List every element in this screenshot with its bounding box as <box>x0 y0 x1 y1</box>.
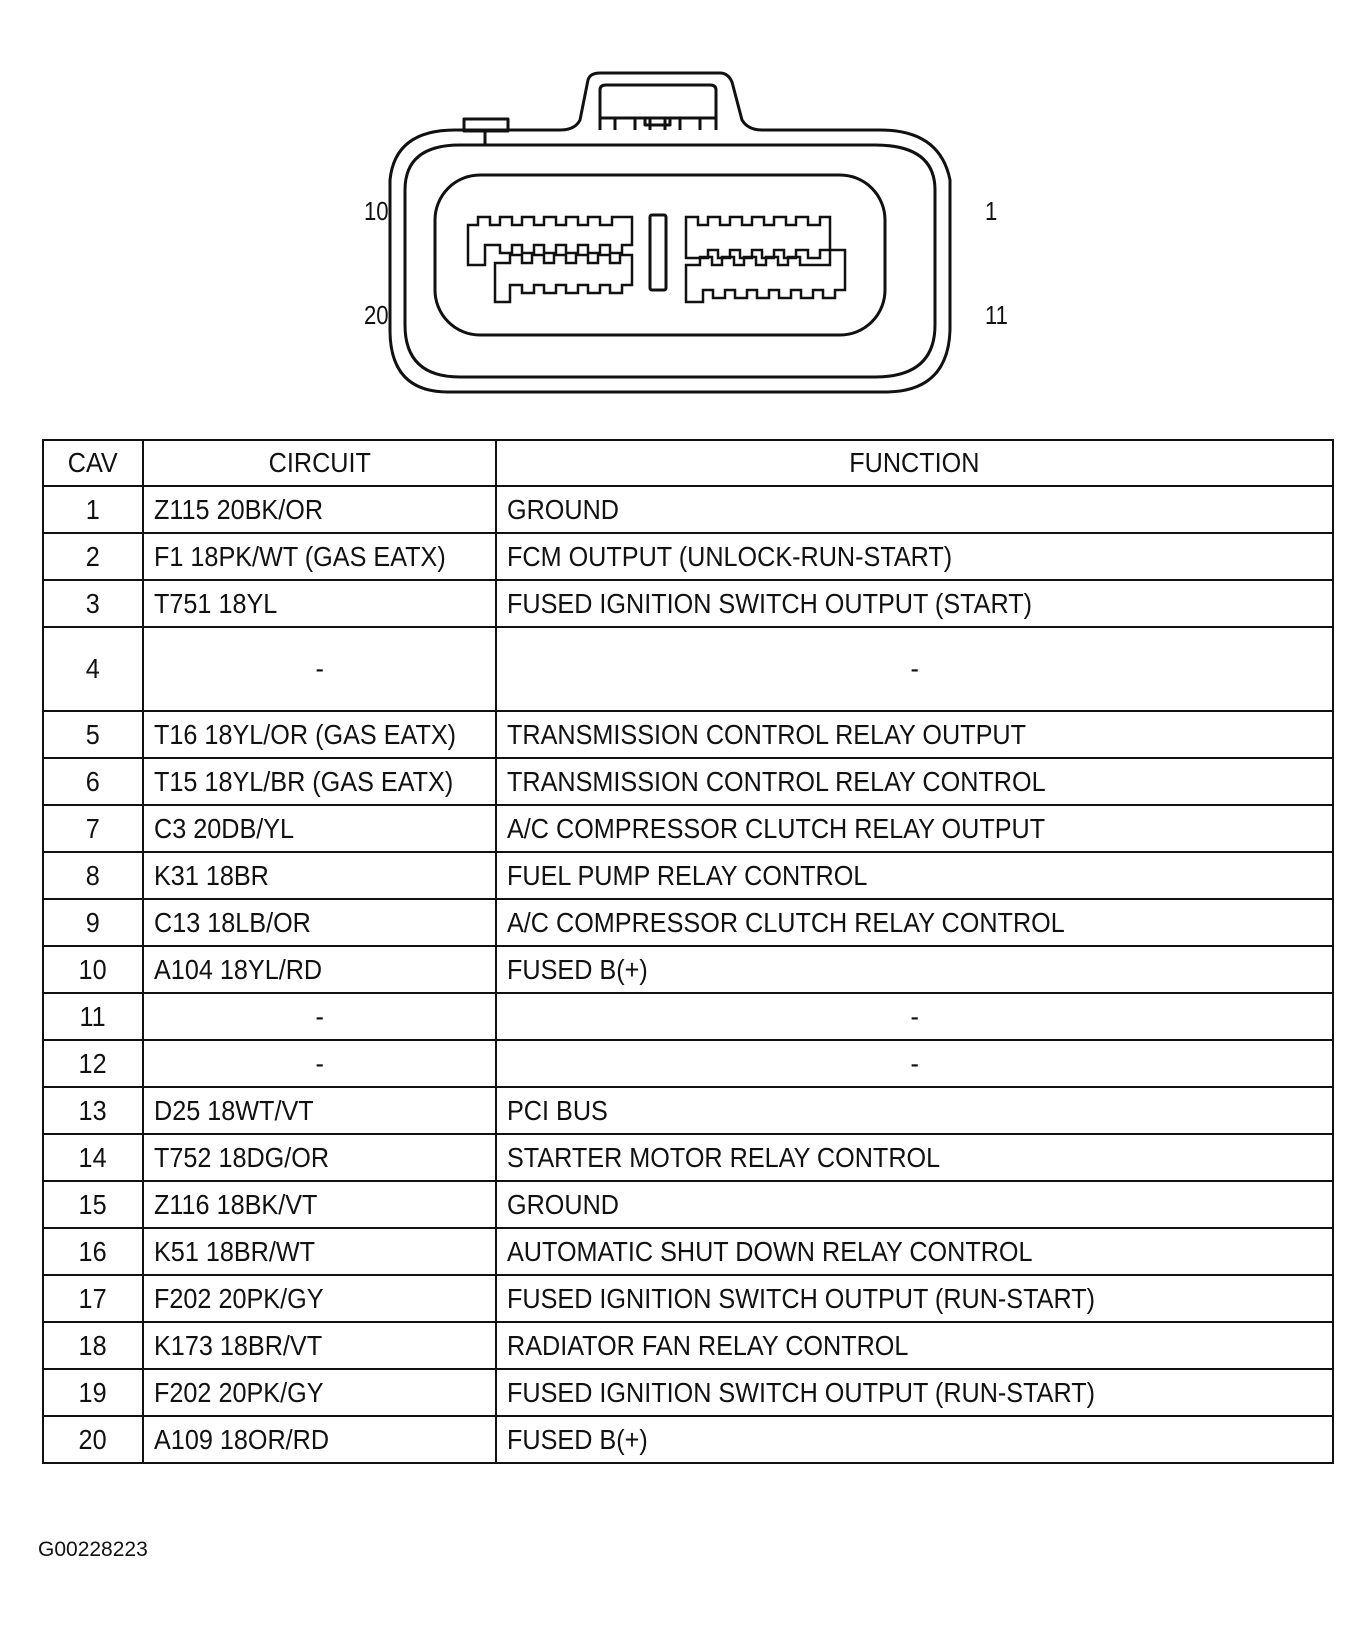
table-header-row <box>43 440 1333 486</box>
cav-cell: 13 <box>43 1087 143 1134</box>
cav-cell: 20 <box>43 1416 143 1463</box>
table-row <box>43 1134 1333 1181</box>
circuit-cell: T752 18DG/OR <box>143 1134 496 1181</box>
cav-cell: 6 <box>43 758 143 805</box>
cavity-row-right-upper <box>686 217 830 258</box>
circuit-cell: F1 18PK/WT (GAS EATX) <box>143 533 496 580</box>
pin-label-20: 20 <box>364 300 389 330</box>
table-row <box>43 758 1333 805</box>
cav-cell: 5 <box>43 711 143 758</box>
table-row <box>43 1416 1333 1463</box>
circuit-cell: K51 18BR/WT <box>143 1228 496 1275</box>
circuit-cell: A109 18OR/RD <box>143 1416 496 1463</box>
cav-cell: 2 <box>43 533 143 580</box>
function-cell: FUSED IGNITION SWITCH OUTPUT (START) <box>496 580 1333 627</box>
table-row <box>43 627 1333 711</box>
cav-cell: 8 <box>43 852 143 899</box>
cav-cell: 7 <box>43 805 143 852</box>
pin-label-10: 10 <box>364 196 389 226</box>
function-cell: TRANSMISSION CONTROL RELAY CONTROL <box>496 758 1333 805</box>
circuit-cell: F202 20PK/GY <box>143 1369 496 1416</box>
circuit-cell: - <box>143 1040 496 1087</box>
cav-cell: 16 <box>43 1228 143 1275</box>
cav-cell: 4 <box>43 627 143 711</box>
pin-label-11: 11 <box>985 300 1008 330</box>
table-row <box>43 1040 1333 1087</box>
cavity-table <box>42 439 1334 1464</box>
function-cell: FUSED IGNITION SWITCH OUTPUT (RUN-START) <box>496 1369 1333 1416</box>
table-row <box>43 1181 1333 1228</box>
table-row <box>43 993 1333 1040</box>
function-cell: - <box>496 627 1333 711</box>
header-function: FUNCTION <box>496 440 1333 486</box>
cav-cell: 15 <box>43 1181 143 1228</box>
function-cell: GROUND <box>496 486 1333 533</box>
table-row <box>43 533 1333 580</box>
cav-cell: 1 <box>43 486 143 533</box>
cav-cell: 19 <box>43 1369 143 1416</box>
table-body <box>43 486 1333 1463</box>
function-cell: A/C COMPRESSOR CLUTCH RELAY CONTROL <box>496 899 1333 946</box>
function-cell: FCM OUTPUT (UNLOCK-RUN-START) <box>496 533 1333 580</box>
cavity-row-left-upper <box>468 217 632 265</box>
function-cell: - <box>496 1040 1333 1087</box>
circuit-cell: A104 18YL/RD <box>143 946 496 993</box>
circuit-cell: C3 20DB/YL <box>143 805 496 852</box>
function-cell: FUEL PUMP RELAY CONTROL <box>496 852 1333 899</box>
circuit-cell: Z115 20BK/OR <box>143 486 496 533</box>
pin-label-1: 1 <box>985 196 998 226</box>
function-cell: AUTOMATIC SHUT DOWN RELAY CONTROL <box>496 1228 1333 1275</box>
table-row <box>43 711 1333 758</box>
table-row <box>43 899 1333 946</box>
connector-key <box>650 215 666 290</box>
cav-cell: 14 <box>43 1134 143 1181</box>
cav-cell: 17 <box>43 1275 143 1322</box>
cav-cell: 10 <box>43 946 143 993</box>
function-cell: FUSED IGNITION SWITCH OUTPUT (RUN-START) <box>496 1275 1333 1322</box>
table-row <box>43 852 1333 899</box>
table-row <box>43 580 1333 627</box>
function-cell: FUSED B(+) <box>496 946 1333 993</box>
header-cav: CAV <box>43 440 143 486</box>
circuit-cell: T15 18YL/BR (GAS EATX) <box>143 758 496 805</box>
cav-cell: 9 <box>43 899 143 946</box>
connector-diagram <box>360 70 1000 410</box>
table-row <box>43 1275 1333 1322</box>
function-cell: TRANSMISSION CONTROL RELAY OUTPUT <box>496 711 1333 758</box>
circuit-cell: C13 18LB/OR <box>143 899 496 946</box>
circuit-cell: T16 18YL/OR (GAS EATX) <box>143 711 496 758</box>
cav-cell: 11 <box>43 993 143 1040</box>
function-cell: FUSED B(+) <box>496 1416 1333 1463</box>
table-row <box>43 1322 1333 1369</box>
circuit-cell: F202 20PK/GY <box>143 1275 496 1322</box>
table-row <box>43 805 1333 852</box>
connector-face <box>435 175 885 335</box>
function-cell: - <box>496 993 1333 1040</box>
circuit-cell: - <box>143 993 496 1040</box>
header-circuit: CIRCUIT <box>143 440 496 486</box>
circuit-cell: T751 18YL <box>143 580 496 627</box>
table-row <box>43 1087 1333 1134</box>
function-cell: PCI BUS <box>496 1087 1333 1134</box>
circuit-cell: K31 18BR <box>143 852 496 899</box>
table-row <box>43 486 1333 533</box>
cav-cell: 3 <box>43 580 143 627</box>
circuit-cell: Z116 18BK/VT <box>143 1181 496 1228</box>
function-cell: STARTER MOTOR RELAY CONTROL <box>496 1134 1333 1181</box>
function-cell: A/C COMPRESSOR CLUTCH RELAY OUTPUT <box>496 805 1333 852</box>
cav-cell: 12 <box>43 1040 143 1087</box>
cav-cell: 18 <box>43 1322 143 1369</box>
circuit-cell: K173 18BR/VT <box>143 1322 496 1369</box>
circuit-cell: D25 18WT/VT <box>143 1087 496 1134</box>
function-cell: GROUND <box>496 1181 1333 1228</box>
function-cell: RADIATOR FAN RELAY CONTROL <box>496 1322 1333 1369</box>
table-row <box>43 946 1333 993</box>
cavity-row-left-lower <box>495 255 632 302</box>
table-row <box>43 1228 1333 1275</box>
image-code: G00228223 <box>38 1538 148 1561</box>
circuit-cell: - <box>143 627 496 711</box>
table-row <box>43 1369 1333 1416</box>
